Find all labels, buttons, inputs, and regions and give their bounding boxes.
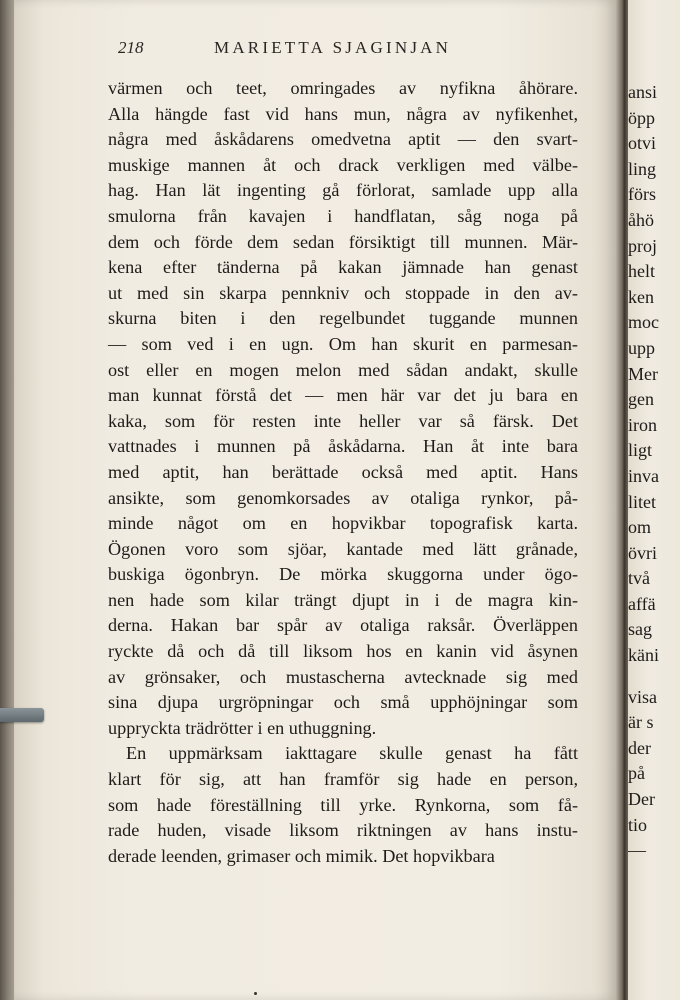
right-page-fragment: ligt (628, 440, 653, 461)
right-page-fragment: Der (628, 789, 655, 810)
right-page-fragment: visa (628, 686, 657, 707)
text-line: några med åskådarens omedvetna aptit — den svart- (108, 129, 578, 150)
right-page-fragment: på (628, 763, 645, 784)
text-line: muskige mannen åt och drack verkligen med välbe- (108, 154, 578, 175)
right-page-fragment: inva (628, 465, 659, 486)
running-head: MARIETTA SJAGINJAN (214, 38, 452, 57)
right-page-fragment: om (628, 517, 652, 538)
right-page-fragment: sag (628, 619, 652, 640)
right-page-text (628, 80, 680, 864)
right-page-fragment: proj (628, 235, 657, 256)
text-line: klart för sig, att han framför sig hade en person, (108, 769, 578, 790)
right-page-fragment: öpp (628, 107, 655, 128)
right-page-fragment: ansi (628, 82, 657, 102)
right-page-fragment: helt (628, 261, 655, 282)
text-line: ryckte då och då till liksom hos en kanin vid åsynen (108, 641, 578, 662)
bookmark-ribbon (0, 708, 44, 722)
text-line: med aptit, han berättade också med aptit. Hans (108, 461, 578, 482)
text-line: sina djupa urgröpningar och små upphöjningar som (108, 692, 578, 713)
right-page-fragment: der (628, 737, 651, 758)
text-line: derade leenden, grimaser och mimik. Det hopvikbara (108, 845, 495, 866)
right-page-fragment: Mer (628, 363, 658, 384)
right-page-fragment: — (628, 840, 646, 861)
text-line: skurna biten i den regelbundet tuggande munnen (108, 308, 578, 329)
text-line: buskiga ögonbryn. De mörka skuggorna under ögo- (108, 564, 578, 585)
right-page-fragment: åhö (628, 209, 654, 230)
book-page-right (628, 0, 680, 1000)
text-line: uppryckta trädrötter i en uthuggning. (108, 717, 377, 738)
text-line: värmen och teet, omringades av nyfikna åhörare. (108, 78, 578, 98)
right-page-fragment: upp (628, 337, 655, 358)
right-page-fragment: moc (628, 312, 659, 333)
right-page-fragment: ling (628, 158, 657, 179)
text-line: hag. Han lät ingenting gå förlorat, samlade upp alla (108, 180, 578, 201)
right-page-fragment: affä (628, 593, 656, 614)
text-line: Ögonen voro som sjöar, kantade med lätt grånade, (108, 538, 578, 559)
right-page-fragment: otvi (628, 133, 657, 154)
right-page-fragment: övri (628, 542, 657, 563)
text-line: man kunnat förstå det — men här var det ju bara en (108, 385, 578, 406)
right-page-fragment: litet (628, 491, 656, 512)
text-line: ansikte, som genomkorsades av otaliga rynkor, på- (108, 487, 578, 508)
right-page-fragment: förs (628, 184, 656, 205)
text-line: minde något om en hopvikbar topografisk karta. (108, 513, 578, 534)
right-page-fragment: ken (628, 286, 654, 307)
right-page-fragment: två (628, 568, 650, 589)
text-line: ut med sin skarpa pennkniv och stoppade in den av- (108, 282, 578, 303)
right-page-fragment: är s (628, 712, 654, 733)
text-line: kena efter tänderna på kakan jämnade han genast (108, 257, 578, 278)
page-number: 218 (118, 38, 144, 57)
page-speck (254, 992, 257, 995)
text-line: som hade föreställning till yrke. Rynkorna, som få- (108, 794, 578, 815)
right-page-fragment: tio (628, 814, 648, 835)
text-line: rade huden, visade liksom riktningen av hans instu- (108, 820, 578, 841)
text-line: En uppmärksam iakttagare skulle genast ha fått (126, 743, 578, 764)
right-page-fragment: käni (628, 645, 659, 666)
text-line: kaka, som för resten inte heller var så färsk. Det (108, 410, 578, 431)
right-page-fragment: gen (628, 389, 654, 410)
text-line: vattnades i munnen på åskådarna. Han åt inte bara (108, 436, 578, 457)
text-line: — som ved i en ugn. Om han skurit en parmesan- (108, 333, 578, 354)
text-line: derna. Hakan bar spår av otaliga raksår. Överläppen (108, 615, 578, 636)
text-line: Alla hängde fast vid hans mun, några av nyfikenhet, (108, 103, 578, 124)
text-line: smulorna från kavajen i handflatan, såg noga på (108, 205, 578, 226)
text-line: nen hade som kilar trängt djupt in i de magra kin- (108, 589, 578, 610)
right-page-fragment: iron (628, 414, 657, 435)
text-line: ost eller en mogen melon med sådan andakt, skulle (108, 359, 578, 380)
text-line: dem och förde dem sedan försiktigt till munnen. Mär- (108, 231, 578, 252)
text-line: av grönsaker, och mustascherna avtecknade sig med (108, 666, 578, 687)
body-text (108, 76, 578, 869)
